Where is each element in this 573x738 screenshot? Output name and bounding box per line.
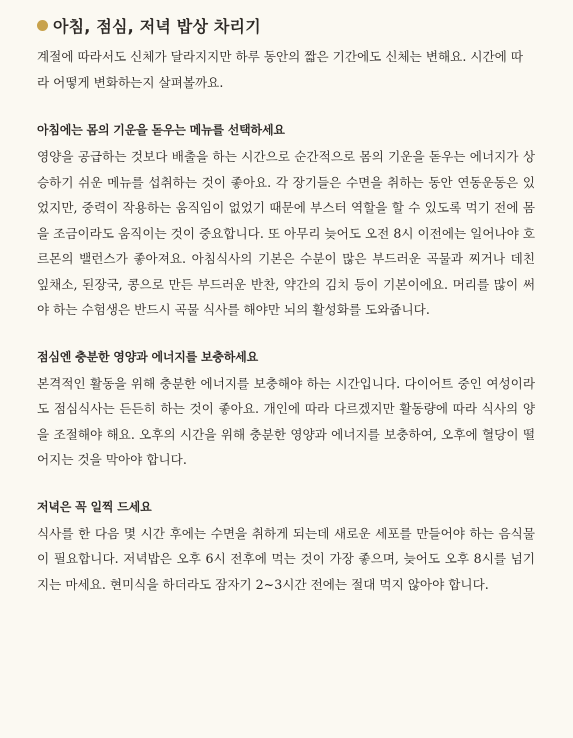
section-body-dinner: 식사를 한 다음 몇 시간 후에는 수면을 취하게 되는데 새로운 세포를 만들어야 하는 음식물이 필요합니다. 저녁밥은 오후 6시 전후에 먹는 것이 가장 좋으며, 늦어도 오후 8시를 넘기지는 마세요. 현미식을 하더라도 잠자기 2~3시간 전에는 절대 먹지 않아야 합니다.	[37, 525, 535, 592]
section-heading-lunch: 점심엔 충분한 영양과 에너지를 보충하세요	[37, 349, 258, 364]
section-heading-dinner: 저녁은 꼭 일찍 드세요	[37, 499, 152, 514]
intro-paragraph: 계절에 따라서도 신체가 달라지지만 하루 동안의 짧은 기간에도 신체는 변해요. 시간에 따라 어떻게 변화하는지 살펴볼까요.	[37, 49, 523, 90]
section-lunch	[37, 348, 535, 473]
section-body-lunch: 본격적인 활동을 위해 충분한 에너지를 보충해야 하는 시간입니다. 다이어트 중인 여성이라도 점심식사는 든든히 하는 것이 좋아요. 개인에 따라 다르겠지만 활동량에 따라 식사의 양을 조절해야 해요. 오후의 시간을 위해 충분한 영양과 에너지를 보충하여, 오후에 혈당이 떨어지는 것을 막아야 합니다.	[37, 375, 535, 467]
section-body-breakfast: 영양을 공급하는 것보다 배출을 하는 시간으로 순간적으로 몸의 기운을 돋우는 에너지가 상승하기 쉬운 메뉴를 섭취하는 것이 좋아요. 각 장기들은 수면을 취하는 동안 연동운동은 있었지만, 중력이 작용하는 움직임이 없었기 때문에 부스터 역할을 할 수 있도록 먹기 전에 몸을 조금이라도 움직이는 것이 중요합니다. 또 아무리 늦어도 오전 8시 이전에는 일어나야 호르몬의 밸런스가 좋아져요. 아침식사의 기본은 수분이 많은 부드러운 곡물과 찌거나 데친 잎채소, 된장국, 콩으로 만든 부드러운 반찬, 약간의 김치 등이 기본이에요. 머리를 많이 써야 하는 수험생은 반드시 곡물 식사를 해야만 뇌의 활성화를 도와줍니다.	[37, 149, 536, 317]
gold-bullet-icon	[37, 20, 48, 31]
section-breakfast	[37, 121, 535, 323]
page-title: 아침, 점심, 저녁 밥상 차리기	[53, 16, 261, 36]
title-row	[37, 14, 535, 36]
section-dinner	[37, 498, 535, 598]
section-heading-breakfast: 아침에는 몸의 기운을 돋우는 메뉴를 선택하세요	[37, 123, 285, 137]
